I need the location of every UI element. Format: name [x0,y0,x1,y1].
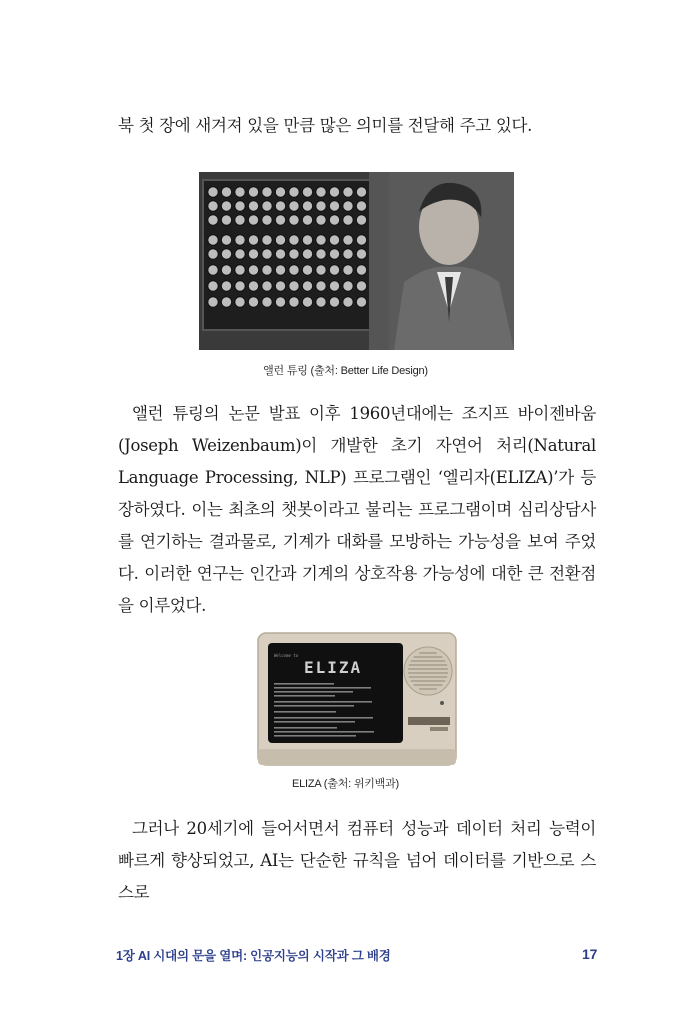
body-paragraph-intro: 북 첫 장에 새겨져 있을 만큼 많은 의미를 전달해 주고 있다. [118,116,533,135]
alan-turing-photo [199,172,514,350]
turing-photo-caption: 앨런 튜링 (출처: Better Life Design) [263,365,428,377]
eliza-photo-caption: ELIZA (출처: 위키백과) [291,778,399,790]
running-footer-chapter-title: 1장 AI 시대의 문을 열며: 인공지능의 시작과 그 배경 [116,949,391,963]
body-paragraph-20th-century: 그러나 20세기에 들어서면서 컴퓨터 성능과 데이터 처리 능력이 빠르게 향상되었고, AI는 단순한 규칙을 넘어 데이터를 기반으로 스스로 [118,819,596,902]
body-paragraph-eliza: 앨런 튜링의 논문 발표 이후 1960년대에는 조지프 바이젠바움(Joseph Weizenbaum)이 개발한 초기 자연어 처리(Natural Language Processing, NLP) 프로그램인 ‘엘리자(ELIZA)’가 등장하였다. 이는 최초의 챗봇이라고 불리는 프로그램이며 심리상담사를 연기하는 결과물로, 기계가 대화를 모방하는 가능성을 보여 주었다. 이러한 연구는 인간과 기계의 상호작용 가능성에 대한 큰 전환점을 이루었다. [118,404,596,615]
page-number: 17 [582,946,598,962]
eliza-terminal-photo [256,631,458,767]
eliza-screen-title: ELIZA [304,658,363,677]
eliza-screen-header: Welcome to [274,653,299,658]
